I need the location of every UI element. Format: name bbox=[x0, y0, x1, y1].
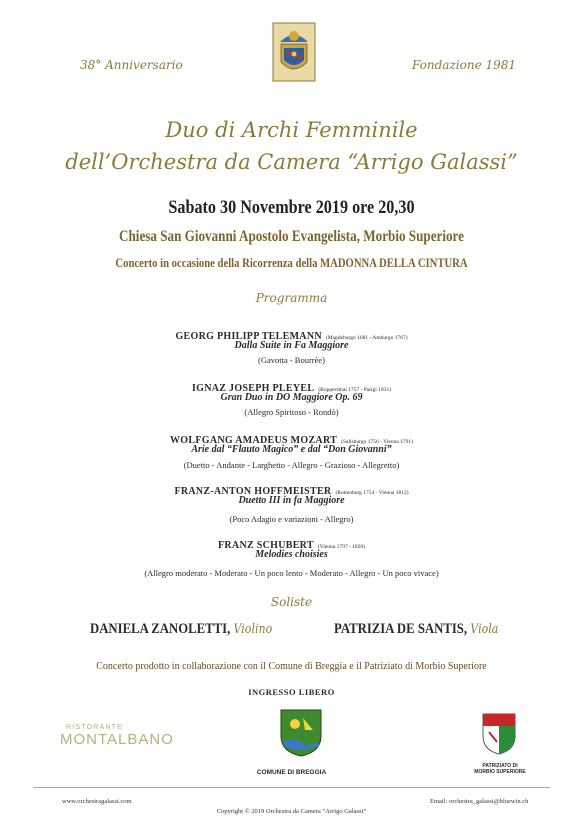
composer-name: FRANZ SCHUBERT bbox=[218, 540, 314, 551]
soloist-name: DANIELA ZANOLETTI, bbox=[90, 621, 231, 637]
event-occasion: Concerto in occasione della Ricorrenza della MADONNA DELLA CINTURA bbox=[115, 255, 468, 270]
copyright-text: Copyright © 2019 Orchestra da Camera “Arrigo Galassi” bbox=[216, 808, 367, 815]
collaboration-text: Concerto prodotto in collaborazione con il Comune di Breggia e il Patriziato di Morbio Superiore bbox=[96, 661, 487, 672]
work-title: Melodies choisies bbox=[255, 549, 328, 560]
work-title: Duetto III in fa Maggiore bbox=[238, 495, 345, 506]
work-title: Dalla Suite in Fa Maggiore bbox=[234, 340, 349, 351]
work-title: Gran Duo in DO Maggiore Op. 69 bbox=[220, 392, 363, 403]
composer-name: GEORG PHILIPP TELEMANN bbox=[175, 331, 322, 342]
soloist-right bbox=[334, 621, 498, 638]
movements: (Allegro Spiritoso - Rondò) bbox=[244, 407, 339, 417]
restaurant-name: MONTALBANO bbox=[60, 731, 174, 748]
patriziato-label-line1: PATRIZIATO DI bbox=[482, 763, 518, 769]
comune-label: COMUNE DI BREGGIA bbox=[256, 769, 327, 776]
composer-dates: (Magdeburgo 1681 - Amburgo 1767) bbox=[325, 335, 408, 341]
movements: (Allegro moderato - Moderato - Un poco lento - Moderato - Allegro - Un poco vivace) bbox=[144, 568, 439, 578]
foundation-text: Fondazione 1981 bbox=[412, 58, 517, 72]
soloist-left bbox=[90, 621, 272, 638]
coat-of-arms bbox=[272, 22, 316, 82]
composer-dates: (Vienna 1797 - 1828) bbox=[317, 544, 365, 550]
patriziato-shield-icon bbox=[481, 712, 517, 756]
composer-name: IGNAZ JOSEPH PLEYEL bbox=[191, 383, 315, 394]
anniversary-text: 38° Anniversario bbox=[80, 58, 183, 72]
event-date-time: Sabato 30 Novembre 2019 ore 20,30 bbox=[168, 197, 415, 218]
admission-text: INGRESSO LIBERO bbox=[248, 687, 335, 697]
comune-shield-icon bbox=[279, 708, 323, 758]
soloist-instrument: Viola bbox=[470, 622, 499, 637]
composer-dates: (Rottenburg 1754 - Vienna 1812) bbox=[335, 490, 409, 496]
restaurant-logo bbox=[60, 724, 180, 748]
event-venue: Chiesa San Giovanni Apostolo Evangelista, Morbio Superiore bbox=[119, 228, 464, 245]
soloist-name: PATRIZIA DE SANTIS, bbox=[334, 621, 468, 637]
website-link[interactable]: www.orchestragalassi.com bbox=[62, 798, 132, 805]
movements: (Poco Adagio e variazioni - Allegro) bbox=[229, 514, 354, 524]
composer-dates: (Salisburgo 1756 - Vienna 1791) bbox=[341, 439, 413, 445]
work-title: Arie dal “Flauto Magico” e dal “Don Giovanni” bbox=[191, 444, 392, 455]
footer-divider bbox=[33, 787, 550, 788]
email-link[interactable]: Email: orchestra_galassi@bluewin.ch bbox=[430, 798, 529, 805]
composer-name: WOLFGANG AMADEUS MOZART bbox=[169, 435, 338, 446]
patriziato-label-line2: MORBIO SUPERIORE bbox=[474, 769, 526, 775]
movements: (Gavotta - Bourrèe) bbox=[257, 355, 326, 365]
composer-dates: (Ruppersthal 1757 - Parigi 1831) bbox=[318, 387, 392, 393]
restaurant-small-text: RISTORANTE bbox=[66, 724, 123, 731]
title-line-2: dell’Orchestra da Camera “Arrigo Galassi” bbox=[65, 150, 518, 174]
program-label: Programma bbox=[255, 291, 328, 305]
patriziato-label bbox=[462, 763, 538, 775]
composer-name: FRANZ-ANTON HOFFMEISTER bbox=[174, 486, 332, 497]
title-line-1: Duo di Archi Femminile bbox=[165, 118, 418, 142]
soloists-label: Soliste bbox=[270, 595, 313, 609]
soloist-instrument: Violino bbox=[233, 622, 273, 637]
movements: (Duetto - Andante - Larghetto - Allegro - Grazioso - Allegretto) bbox=[183, 460, 400, 470]
